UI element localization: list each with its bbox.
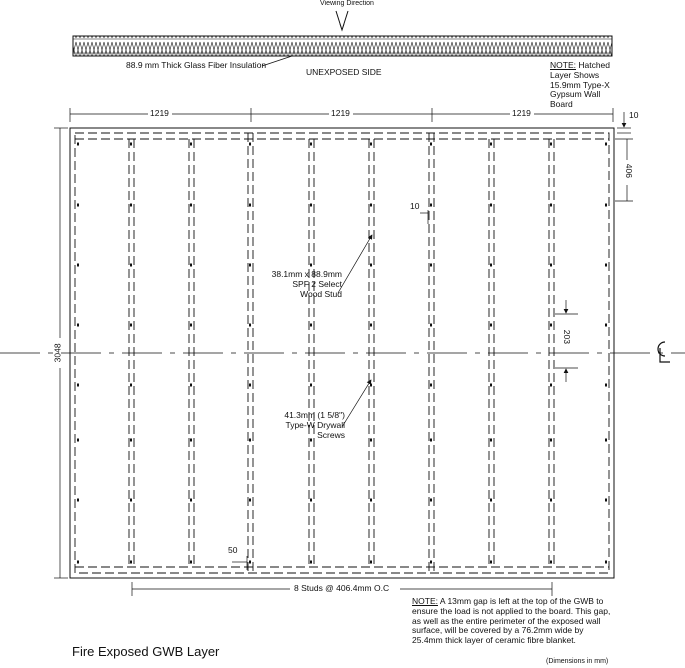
stud-callout-line3: Wood Stud [300,288,342,299]
inner-gap-dimension [420,210,428,224]
screw-marker [249,439,251,442]
top-note-line3: 15.9mm Type-X [550,79,610,90]
viewing-direction-arrow [336,11,348,30]
screw-marker [130,143,132,146]
screw-marker [130,324,132,327]
stud-offset-dimension [232,556,247,570]
screw-marker [550,439,552,442]
screw-marker [490,264,492,267]
screw-marker [490,324,492,327]
screw-marker [310,204,312,207]
screw-marker [190,499,192,502]
screw-marker [77,384,79,387]
screw-marker [605,439,607,442]
viewing-direction-label: Viewing Direction [320,0,374,7]
screw-callout-line3: Screws [317,429,345,440]
drawing-title: Fire Exposed GWB Layer [72,644,220,659]
centerline-symbol [658,342,670,362]
screw-marker [550,324,552,327]
screw-marker [130,384,132,387]
stud-callout-line2: SPF 2 Select [292,278,342,289]
screw-marker [310,324,312,327]
screw-marker [130,204,132,207]
screw-marker [310,264,312,267]
screw-marker [605,324,607,327]
screw-marker [430,324,432,327]
top-note-line2: Layer Shows [550,69,600,80]
screw-marker [130,439,132,442]
screw-marker [550,143,552,146]
bottom-note-line1: A 13mm gap is left at the top of the GWB to [437,596,604,606]
screw-marker [430,439,432,442]
insulation-strip [73,36,612,56]
stud-spacing-label: 8 Studs @ 406.4mm O.C [294,583,390,593]
screw-marker [370,499,372,502]
screw-marker [490,561,492,564]
top-gap-dimension: 10 [629,110,639,120]
inner-gap-label: 10 [410,201,420,211]
screw-marker [605,561,607,564]
edge-offset-dimension: 406 [623,163,634,178]
screw-marker [310,561,312,564]
screw-marker [550,561,552,564]
centerline-offset-dimension: 203 [561,329,572,344]
screw-marker [77,561,79,564]
screw-marker [490,143,492,146]
screw-marker [605,384,607,387]
screw-marker [77,499,79,502]
top-note-line4: Gypsum Wall [550,89,601,100]
height-dimension-label: 3048 [52,343,63,363]
screw-marker [249,324,251,327]
screw-marker [490,499,492,502]
screw-marker [550,384,552,387]
screw-marker [430,143,432,146]
bottom-note-title: NOTE: [412,596,438,606]
insulation-leader [262,56,292,66]
screw-marker [605,143,607,146]
screw-marker [310,384,312,387]
screw-marker [550,264,552,267]
panel-width-2: 1219 [331,108,350,118]
screw-marker [370,264,372,267]
screw-marker [77,324,79,327]
screw-marker [77,264,79,267]
screw-marker [130,264,132,267]
screw-marker [249,499,251,502]
top-note-line5: Board [550,99,573,110]
bottom-note-line5: 25.4mm thick layer of ceramic fibre blanket. [412,635,576,646]
screw-marker [190,204,192,207]
insulation-callout: 88.9 mm Thick Glass Fiber Insulation [126,60,267,70]
screw-marker [249,384,251,387]
screw-marker [190,439,192,442]
screw-callout-line1: 41.3mm (1 5/8") [284,410,345,420]
top-note-line1: Hatched [575,60,611,70]
screw-marker [249,264,251,267]
screw-marker [130,499,132,502]
screw-marker [490,204,492,207]
screw-marker [370,439,372,442]
screw-marker [370,324,372,327]
screw-marker [190,324,192,327]
stud-leader [338,235,372,293]
screw-marker [430,561,432,564]
screw-marker [190,561,192,564]
bottom-note [412,597,610,646]
screw-marker [370,561,372,564]
screw-marker [190,264,192,267]
screw-marker [605,264,607,267]
screw-marker [249,204,251,207]
screw-marker [130,561,132,564]
screw-marker [605,499,607,502]
screw-marker [550,499,552,502]
screw-marker [190,384,192,387]
screw-marker [370,143,372,146]
screw-marker [605,204,607,207]
screw-marker [77,204,79,207]
bottom-note-line2: ensure the load is not applied to the board. This gap, [412,605,611,616]
screw-marker [190,143,192,146]
screw-marker [430,499,432,502]
screw-leader [342,380,371,427]
screw-marker [370,384,372,387]
screw-marker [249,561,251,564]
panel-width-1: 1219 [150,108,169,118]
screw-marker [310,143,312,146]
top-note [550,61,610,110]
screw-marker [430,384,432,387]
stud-callout [267,270,342,299]
screw-marker [490,384,492,387]
screw-marker [249,143,251,146]
bottom-note-line4: surface, will be covered by a 76.2mm wide by [412,625,584,636]
screw-marker [430,264,432,267]
screw-marker [310,499,312,502]
screw-marker [77,439,79,442]
stud-callout-line1: 38.1mm x 88.9mm [271,269,342,279]
top-note-title: NOTE: [550,60,576,70]
screw-callout [273,411,345,440]
panel-width-3: 1219 [512,108,531,118]
screw-marker [77,143,79,146]
bottom-note-line3: as well as the entire perimeter of the exposed wall [412,615,601,626]
stud-offset-label: 50 [228,545,238,555]
screw-marker [550,204,552,207]
screw-marker [430,204,432,207]
units-note: (Dimensions in mm) [546,658,609,665]
screw-callout-line2: Type-W Drywall [285,419,345,430]
unexposed-side-label: UNEXPOSED SIDE [306,67,382,77]
screw-marker [370,204,372,207]
screw-marker [490,439,492,442]
